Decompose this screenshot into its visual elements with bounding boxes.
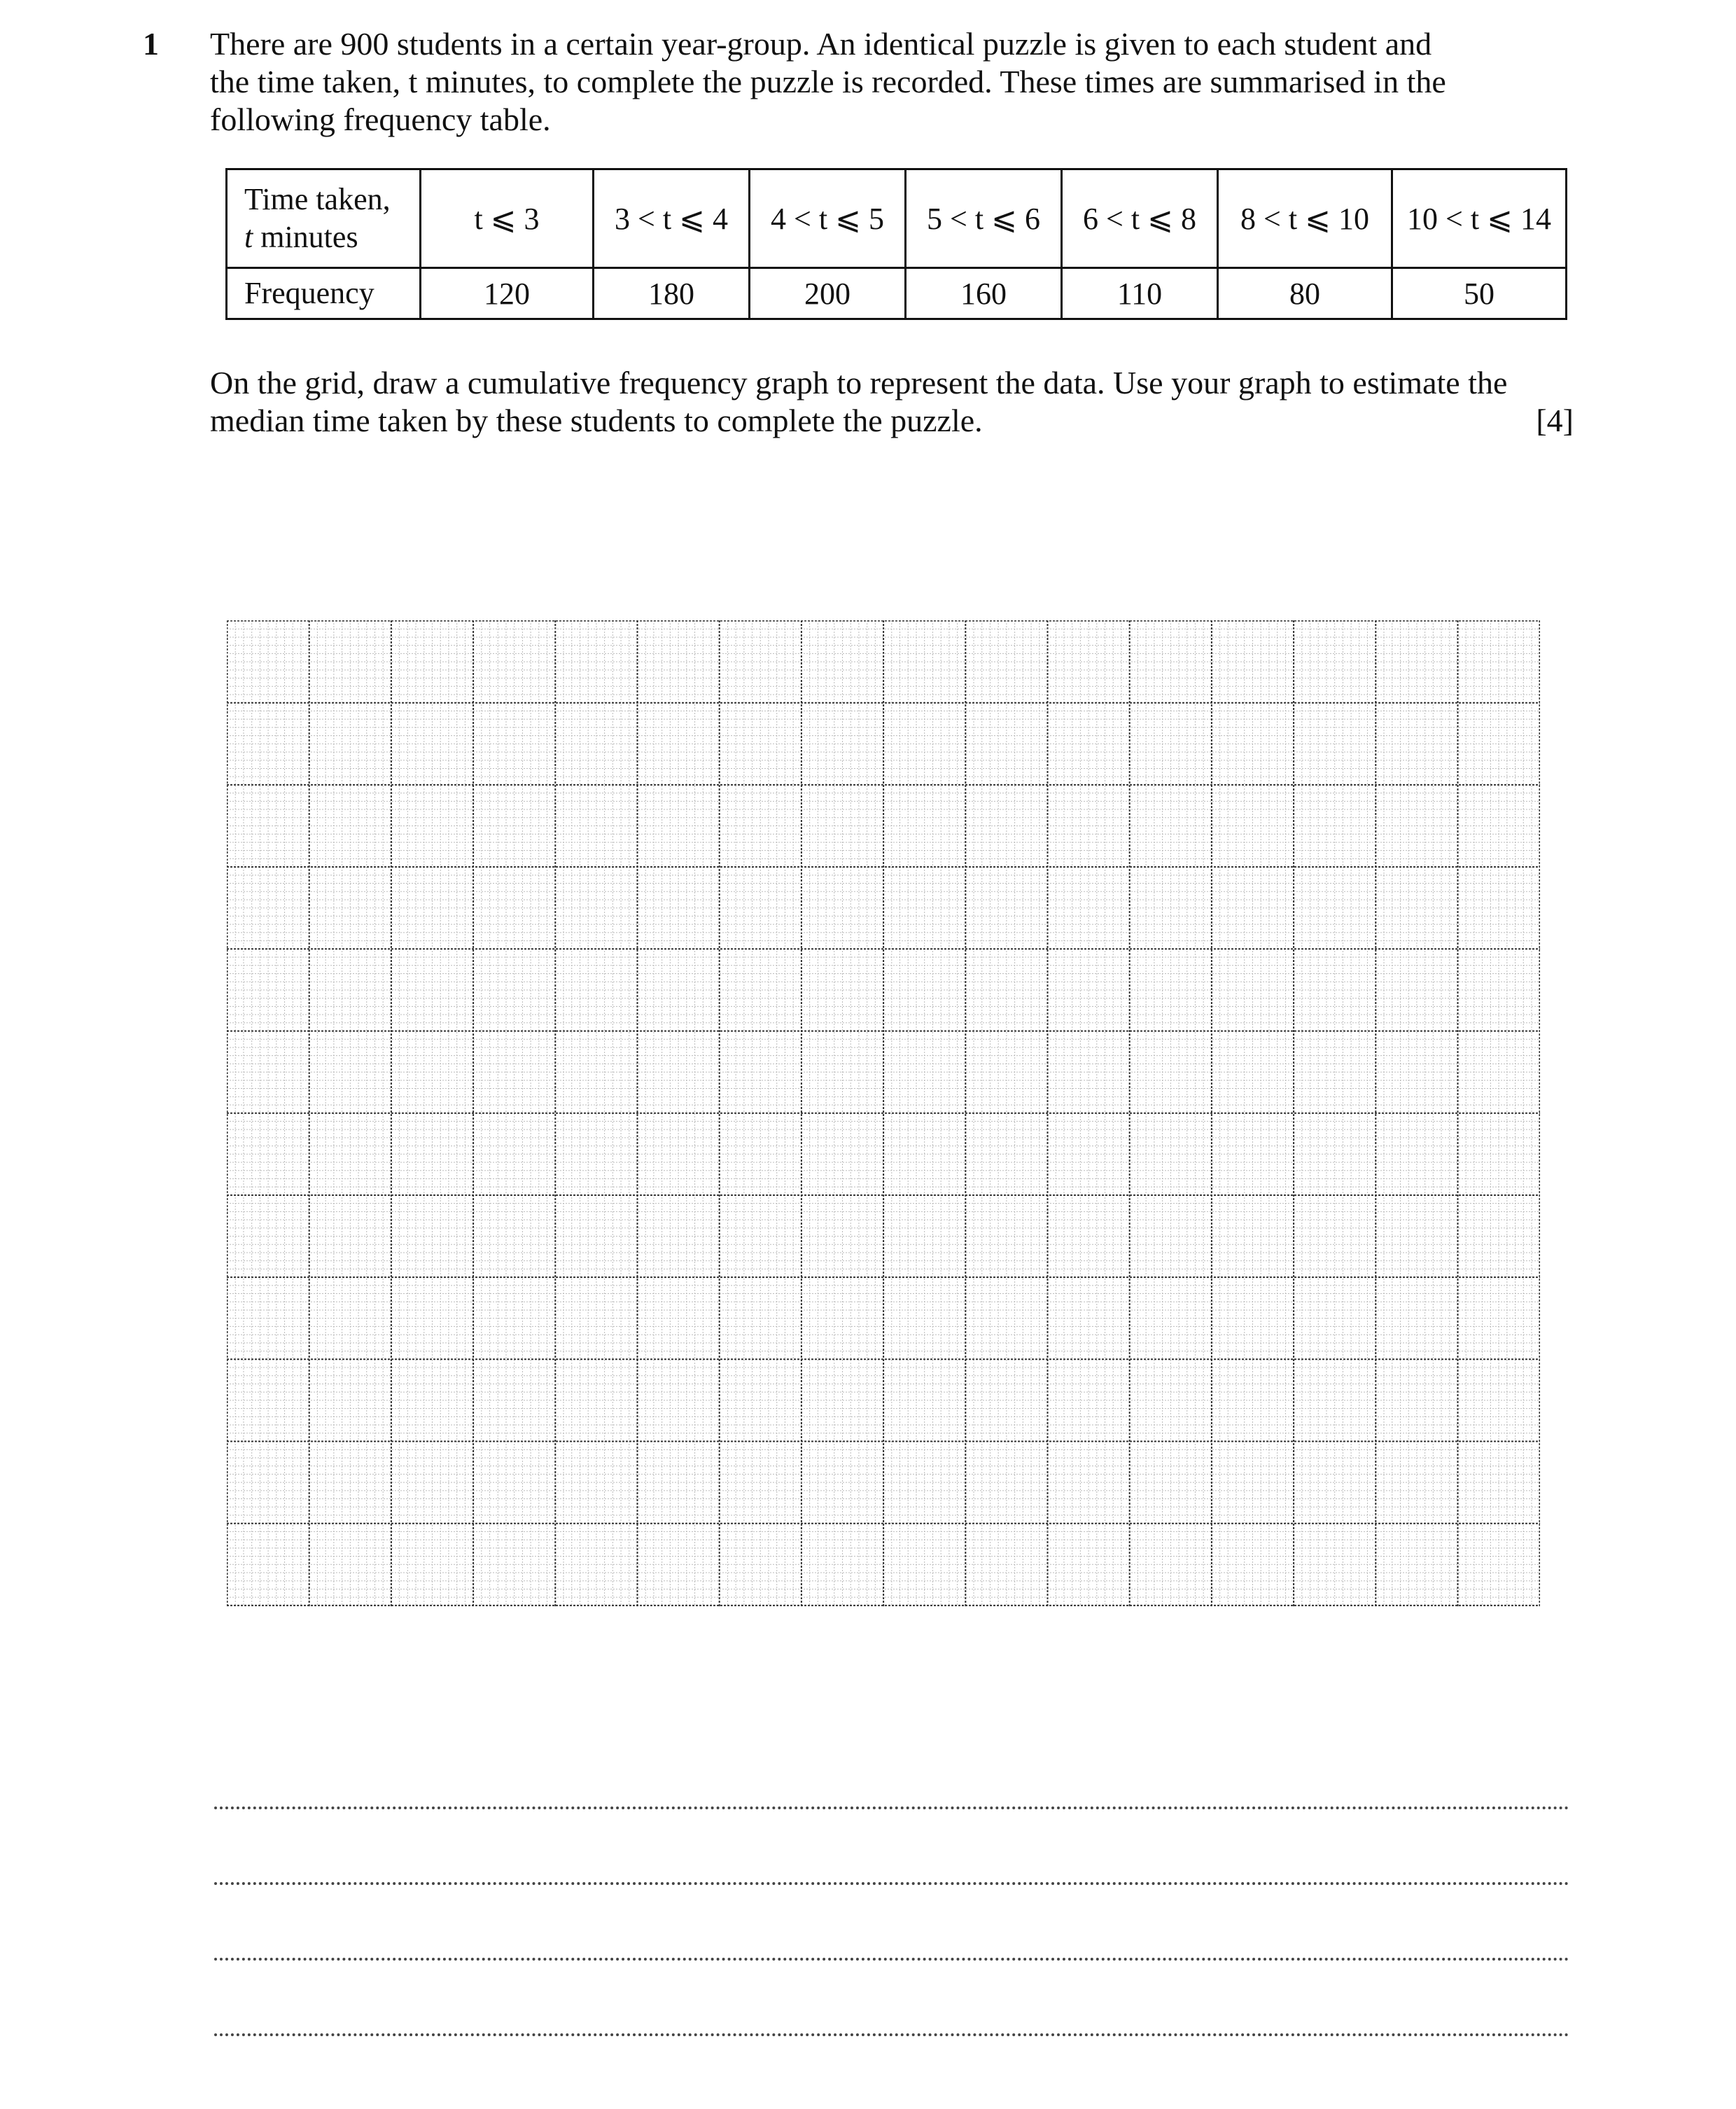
time-unit: minutes xyxy=(253,220,358,254)
interval-cell: t ⩽ 3 xyxy=(421,169,594,268)
interval-cell: 5 < t ⩽ 6 xyxy=(906,169,1062,268)
question-number: 1 xyxy=(143,26,159,62)
answer-line[interactable] xyxy=(214,1807,1569,1809)
frequency-cell: 180 xyxy=(594,268,750,319)
time-row xyxy=(227,169,1567,268)
interval-cell: 8 < t ⩽ 10 xyxy=(1218,169,1392,268)
frequency-cell: 120 xyxy=(421,268,594,319)
answer-line[interactable] xyxy=(214,1882,1569,1885)
interval-cell: 6 < t ⩽ 8 xyxy=(1062,169,1218,268)
answer-line[interactable] xyxy=(214,1958,1569,1961)
instruction-line: On the grid, draw a cumulative frequency graph to represent the data. Use your graph to estimate the xyxy=(210,365,1508,401)
instruction-line: median time taken by these students to complete the puzzle. xyxy=(210,403,983,438)
frequency-row xyxy=(227,268,1567,319)
time-variable: t xyxy=(244,220,253,254)
interval-cell: 3 < t ⩽ 4 xyxy=(594,169,750,268)
frequency-cell: 50 xyxy=(1392,268,1567,319)
graph-grid[interactable] xyxy=(227,620,1540,1606)
interval-cell: 10 < t ⩽ 14 xyxy=(1392,169,1567,268)
answer-line[interactable] xyxy=(214,2033,1569,2036)
intro-line: the time taken, t minutes, to complete the puzzle is recorded. These times are summarised in the xyxy=(210,64,1446,99)
time-taken-label: Time taken, xyxy=(244,182,391,216)
frequency-cell: 110 xyxy=(1062,268,1218,319)
time-taken-header xyxy=(227,169,421,268)
frequency-cell: 80 xyxy=(1218,268,1392,319)
marks-label: [4] xyxy=(1536,403,1574,438)
interval-cell: 4 < t ⩽ 5 xyxy=(750,169,906,268)
question-intro xyxy=(210,25,1574,139)
frequency-table xyxy=(225,168,1567,320)
frequency-cell: 200 xyxy=(750,268,906,319)
frequency-cell: 160 xyxy=(906,268,1062,319)
intro-line: There are 900 students in a certain year-group. An identical puzzle is given to each student and xyxy=(210,26,1432,62)
question-instruction xyxy=(210,364,1574,440)
frequency-header: Frequency xyxy=(227,268,421,319)
graph-paper[interactable] xyxy=(227,620,1540,1606)
intro-line: following frequency table. xyxy=(210,102,551,137)
